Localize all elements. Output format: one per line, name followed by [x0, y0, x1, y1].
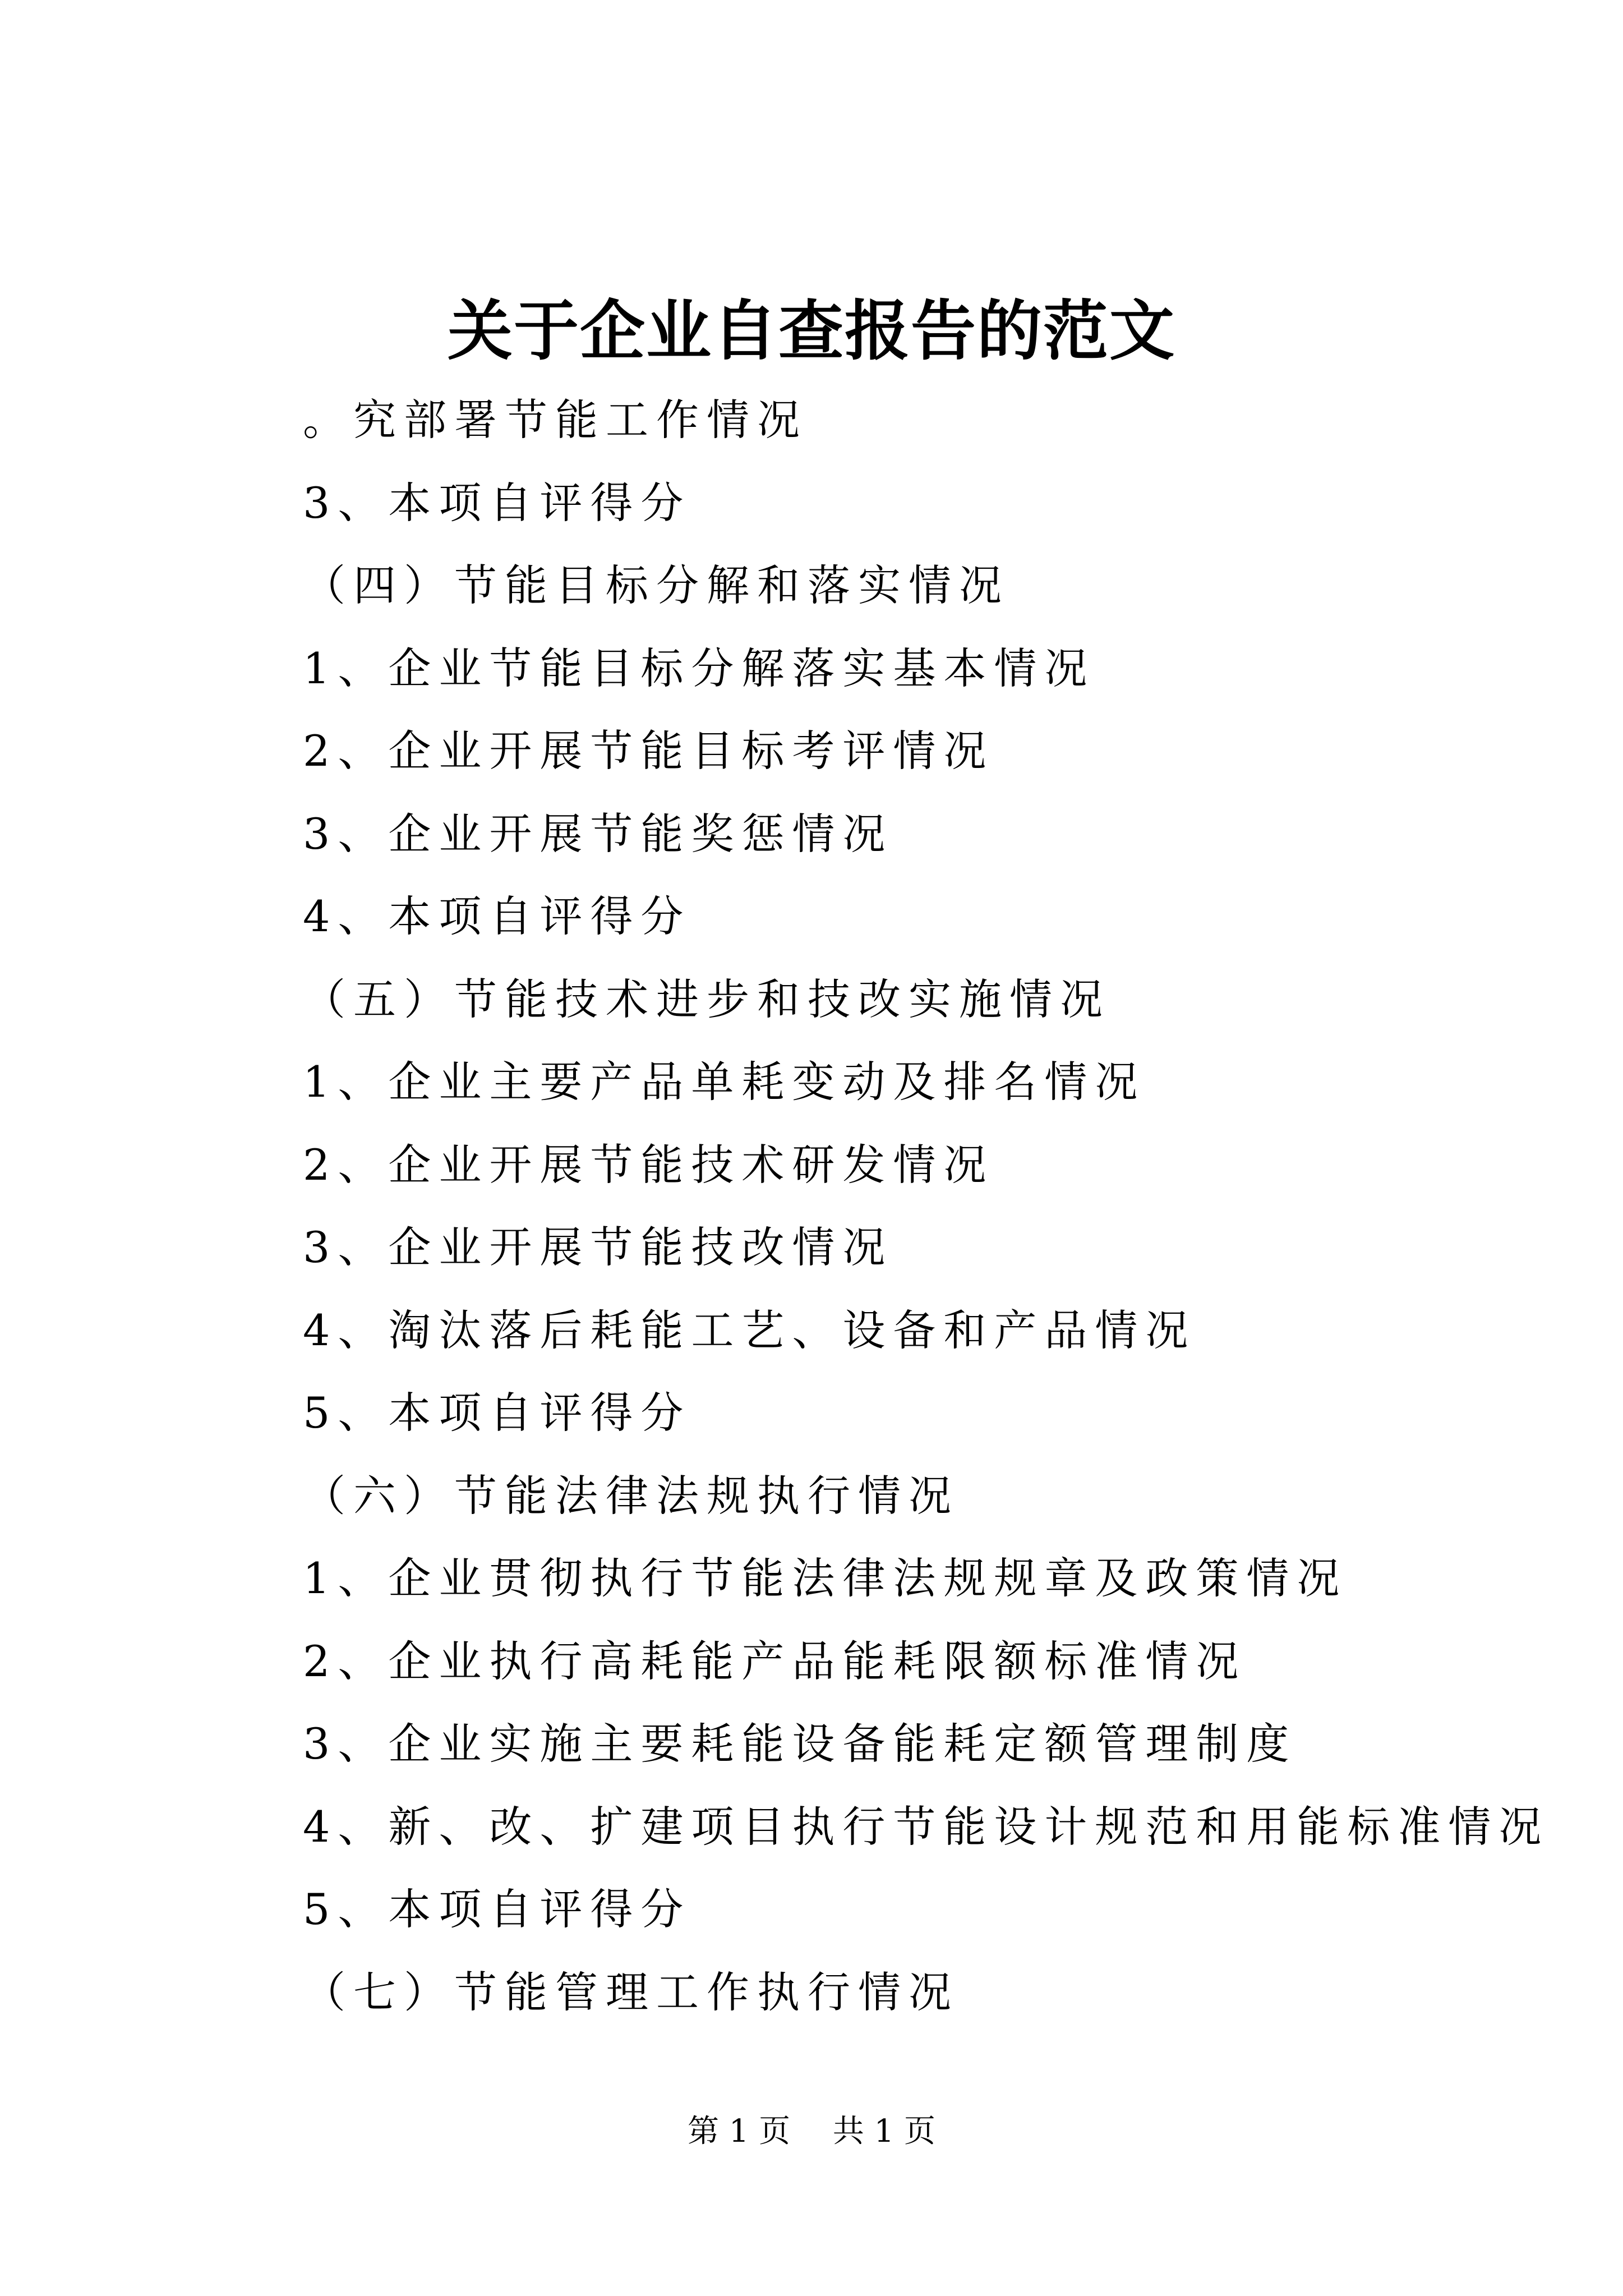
body-line: 4、新、改、扩建项目执行节能设计规范和用能标准情况 — [303, 1801, 1550, 1852]
body-line: 3、本项自评得分 — [303, 477, 691, 528]
body-line: 3、企业实施主要耗能设备能耗定额管理制度 — [303, 1719, 1297, 1769]
body-line: 2、企业执行高耗能产品能耗限额标准情况 — [303, 1636, 1247, 1686]
body-line: 。究部署节能工作情况 — [303, 395, 808, 445]
body-line: 4、淘汰落后耗能工艺、设备和产品情况 — [303, 1305, 1196, 1355]
document-title: 关于企业自查报告的范文 — [448, 293, 1175, 369]
section-heading: （七）节能管理工作执行情况 — [303, 1967, 959, 2017]
page-total: 共 1 页 — [832, 2113, 936, 2150]
body-line: 1、企业主要产品单耗变动及排名情况 — [303, 1057, 1146, 1107]
page-footer — [0, 2109, 1623, 2154]
body-line: 1、企业贯彻执行节能法律法规规章及政策情况 — [303, 1553, 1348, 1603]
section-heading: （四）节能目标分解和落实情况 — [303, 560, 1009, 610]
body-line: 5、本项自评得分 — [303, 1388, 691, 1438]
section-heading: （五）节能技术进步和技改实施情况 — [303, 974, 1110, 1024]
page-number: 第 1 页 — [687, 2113, 791, 2150]
body-line: 1、企业节能目标分解落实基本情况 — [303, 643, 1095, 693]
body-line: 4、本项自评得分 — [303, 891, 691, 941]
body-line: 2、企业开展节能技术研发情况 — [303, 1139, 994, 1190]
section-heading: （六）节能法律法规执行情况 — [303, 1470, 959, 1521]
document-body — [303, 379, 1593, 2033]
body-line: 3、企业开展节能技改情况 — [303, 1222, 893, 1272]
body-line: 5、本项自评得分 — [303, 1884, 691, 1934]
body-line: 3、企业开展节能奖惩情况 — [303, 808, 893, 859]
body-line: 2、企业开展节能目标考评情况 — [303, 726, 994, 776]
